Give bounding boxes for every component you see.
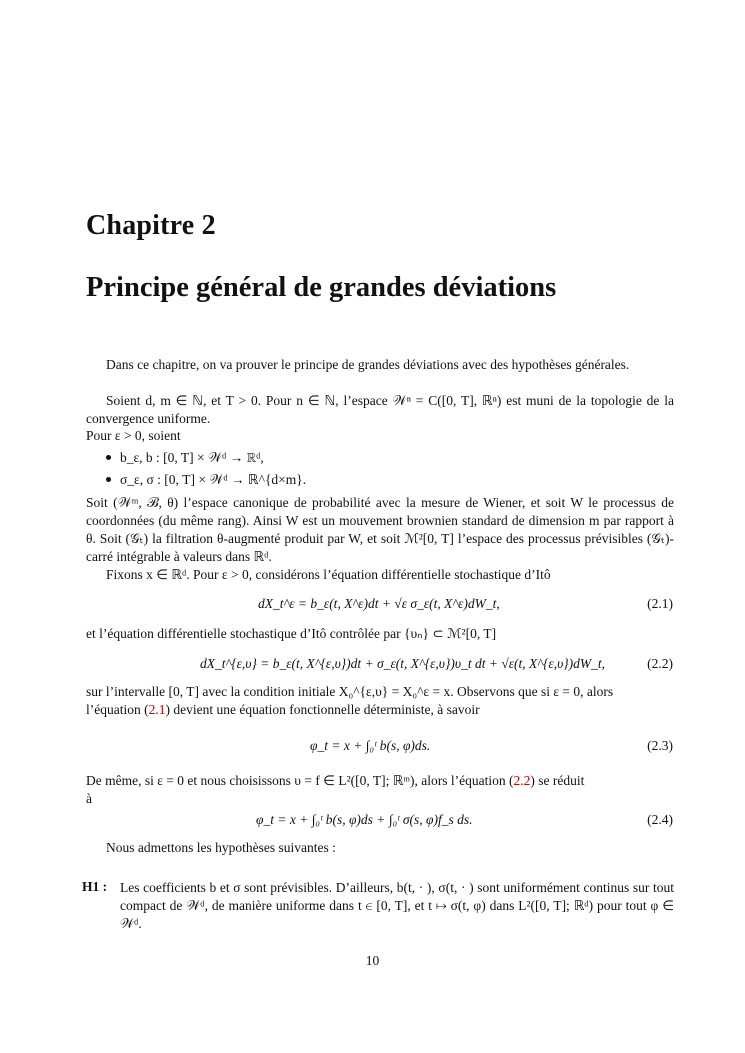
page-number: 10 xyxy=(365,953,380,968)
equation-number: (2.4) xyxy=(647,812,673,827)
hypothesis-text: Les coefficients b et σ sont prévisibles. D’ailleurs, b(t, · ), σ(t, · ) sont uniformément continus sur tout compact de 𝒲ᵈ, de manière uniforme dans t ∈ [0, T], et t ↦ σ(t, φ) dans L²([0, T]; ℝᵈ) pour tout φ ∈ 𝒲ᵈ. xyxy=(120,880,674,931)
bullet-item xyxy=(106,450,264,466)
paragraph-zero-epsilon: De même, si ε = 0 et nous choisissons υ = f ∈ L²([0, T]; ℝᵐ), alors l’équation (2.2) se réduit xyxy=(86,773,585,788)
equation-ref-link[interactable]: 2.2 xyxy=(513,773,531,788)
hypothesis-label: H1 : xyxy=(82,879,108,894)
paragraph-ito: Fixons x ∈ ℝᵈ. Pour ε > 0, considérons l’équation différentielle stochastique d’Itô xyxy=(106,567,551,582)
bullet-text: b_ε, b : [0, T] × 𝒲ᵈ → ℝᵈ, xyxy=(120,450,264,465)
equation-number: (2.1) xyxy=(647,596,673,611)
paragraph-deterministic: l’équation (2.1) devient une équation fonctionnelle déterministe, à savoir xyxy=(86,702,480,717)
equation-2-3: φ_t = x + ∫₀ᵗ b(s, φ)ds. xyxy=(310,738,431,753)
bullet-dot-icon xyxy=(106,477,111,482)
paragraph-spaces: Soient d, m ∈ ℕ, et T > 0. Pour n ∈ ℕ, l’espace 𝒲ⁿ = C([0, T], ℝⁿ) est muni de la topologie de la convergence uniforme. xyxy=(86,393,674,426)
paragraph-a: à xyxy=(86,791,92,806)
chapter-label: Chapitre 2 xyxy=(86,210,216,241)
paragraph-canonical-space: Soit (𝒲ᵐ, ℬ, θ) l’espace canonique de probabilité avec la mesure de Wiener, et soit W le processus de coordonnées (du même rang). Ainsi W est un mouvement brownien standard de dimension m par rapport à θ. Soit (𝒢ₜ) la filtration θ-augmenté produit par W, et soit ℳ²[0, T] l’espace des processus prévisibles (𝒢ₜ)-carré intégrable à valeurs dans ℝᵈ. xyxy=(86,495,674,564)
paragraph-epsilon: Pour ε > 0, soient xyxy=(86,428,181,443)
equation-2-1: dX_t^ε = b_ε(t, X^ε)dt + √ε σ_ε(t, X^ε)dW_t, xyxy=(258,596,500,611)
equation-2-4: φ_t = x + ∫₀ᵗ b(s, φ)ds + ∫₀ᵗ σ(s, φ)f_s ds. xyxy=(256,812,473,827)
equation-number: (2.3) xyxy=(647,738,673,753)
bullet-dot-icon xyxy=(106,455,111,460)
equation-ref-link[interactable]: 2.1 xyxy=(148,702,166,717)
paragraph-intro: Dans ce chapitre, on va prouver le principe de grandes déviations avec des hypothèses générales. xyxy=(106,357,630,372)
bullet-item xyxy=(106,472,306,488)
paragraph-assumptions: Nous admettons les hypothèses suivantes : xyxy=(106,840,336,855)
paragraph-controlled: et l’équation différentielle stochastique d’Itô contrôlée par {υₙ} ⊂ ℳ²[0, T] xyxy=(86,626,497,641)
equation-number: (2.2) xyxy=(647,656,673,671)
chapter-title: Principe général de grandes déviations xyxy=(86,272,557,303)
bullet-text: σ_ε, σ : [0, T] × 𝒲ᵈ → ℝ^{d×m}. xyxy=(120,472,307,487)
paragraph-interval: sur l’intervalle [0, T] avec la condition initiale X₀^{ε,υ} = X₀^ε = x. Observons que si ε = 0, alors xyxy=(86,684,614,699)
equation-2-2: dX_t^{ε,υ} = b_ε(t, X^{ε,υ})dt + σ_ε(t, X^{ε,υ})υ_t dt + √ε(t, X^{ε,υ})dW_t, xyxy=(200,656,606,671)
